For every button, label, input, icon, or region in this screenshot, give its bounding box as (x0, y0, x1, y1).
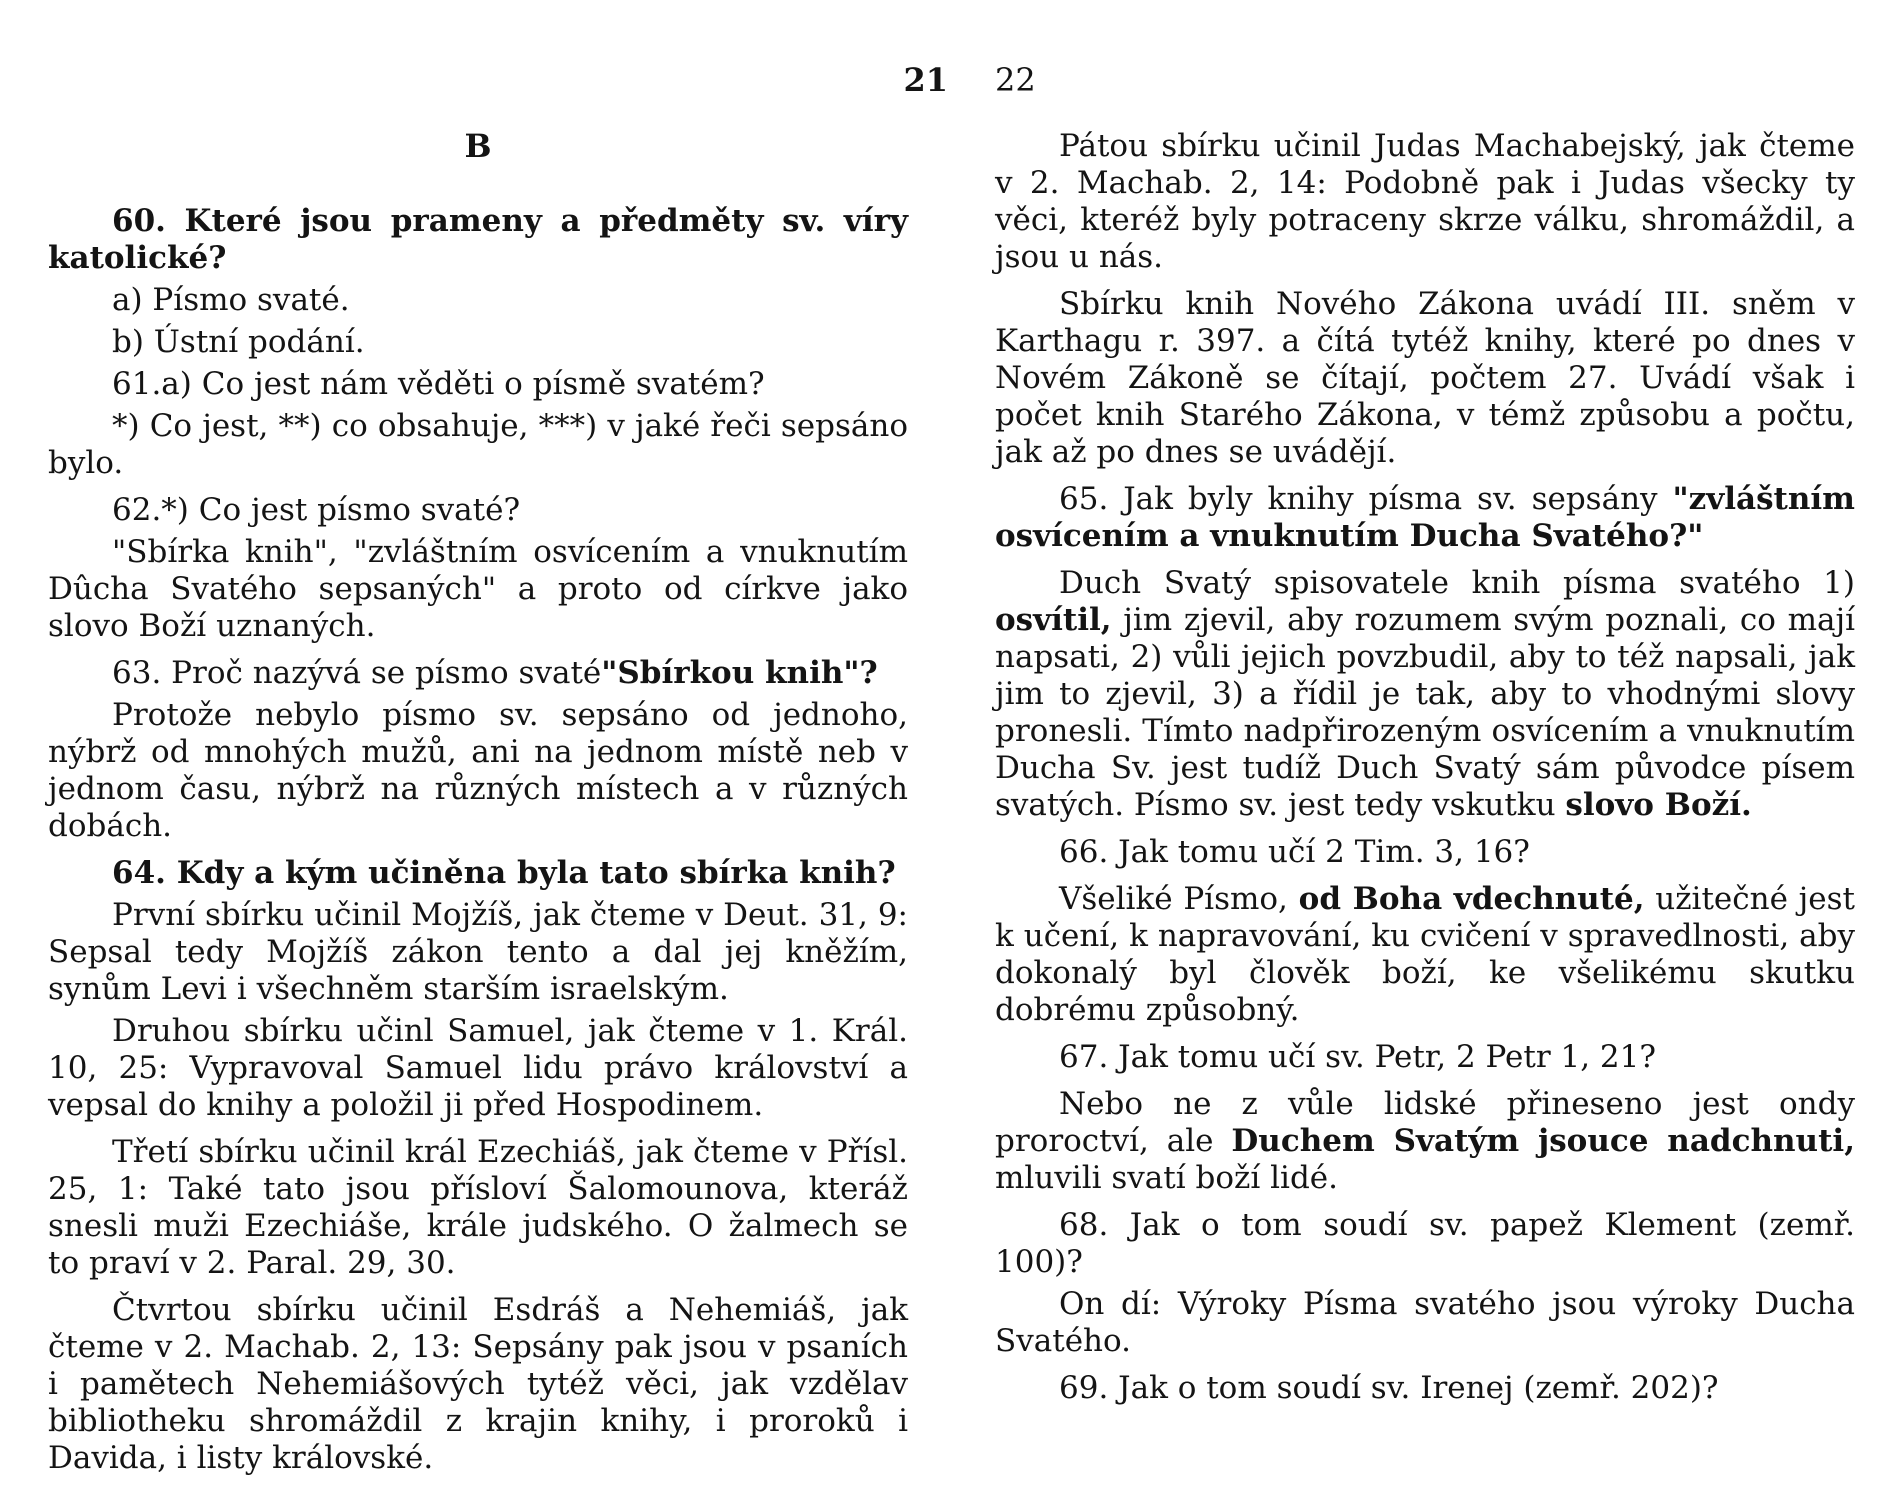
answer-64-first: První sbírku učinil Mojžíš, jak čteme v Deut. 31, 9: Sepsal tedy Mojžíš zákon tento a dal jej kněžím, synům Levi i všechněm starším israelským. (48, 897, 908, 1007)
list-item-b: b) Ústní podání. (112, 324, 365, 360)
answer-64-third: Třetí sbírku učinil král Ezechiáš, jak čteme v Přísl. 25, 1: Také tato jsou přísloví Šalomounova, kteráž snesli muži Ezechiáše, krále judského. O žalmech se to praví v 2. Paral. 29, 30. (48, 1134, 908, 1281)
answer-62: "Sbírka knih", "zvláštním osvícením a vnuknutím Dûcha Svatého sepsaných" a proto od církve jako slovo Boží uznaných. (48, 534, 908, 644)
question-66: 66. Jak tomu učí 2 Tim. 3, 16? (1059, 834, 1530, 870)
answer-64-fourth: Čtvrtou sbírku učinil Esdráš a Nehemiáš, jak čteme v 2. Machab. 2, 13: Sepsány pak jsou v psaních i pamětech Nehemiášových tytéž věci, jak vzdělav bibliotheku shromáždil z krajin knihy, i proroků i Davida, i listy královské. (48, 1292, 908, 1476)
list-item-a: a) Písmo svaté. (112, 282, 350, 318)
question-61-subparts: *) Co jest, **) co obsahuje, ***) v jaké řeči sepsáno bylo. (48, 408, 908, 481)
new-testament-collection: Sbírku knih Nového Zákona uvádí III. sněm v Karthagu r. 397. a čítá tytéž knihy, které po dnes v Novém Zákoně se čítají, počtem 27. Uvádí však i počet knih Starého Zákona, v témž způsobu a počtu, jak až po dnes se uvádějí. (995, 286, 1855, 470)
answer-67 (995, 1086, 1855, 1197)
question-63 (48, 655, 908, 692)
section-heading: B (464, 127, 492, 165)
question-61a: 61.a) Co jest nám věděti o písmě svatém? (112, 366, 765, 402)
answer-68: On dí: Výroky Písma svatého jsou výroky Ducha Svatého. (995, 1286, 1855, 1359)
answer-67-part1: Nebo ne z vůle lidské přineseno jest ondy proroctví, ale (995, 1086, 1855, 1159)
question-64-text: 64. Kdy a kým učiněna byla tato sbírka knih? (112, 855, 896, 891)
answer-66-bold: od Boha vdechnuté, (1298, 881, 1645, 917)
answer-63: Protože nebylo písmo sv. sepsáno od jednoho, nýbrž od mnohých mužů, ani na jednom místě neb v jednom času, nýbrž na různých místech a v různých dobách. (48, 697, 908, 844)
right-page-content (995, 128, 1855, 1412)
answer-64-fifth: Pátou sbírku učinil Judas Machabejský, jak čteme v 2. Machab. 2, 14: Podobně pak i Judas všecky ty věci, kteréž byly potraceny skrze válku, shromáždil, a jsou u nás. (995, 128, 1855, 275)
question-62: 62.*) Co jest písmo svaté? (112, 492, 521, 528)
question-63-text: 63. Proč nazývá se písmo svaté (112, 655, 602, 691)
answer-65 (995, 565, 1855, 824)
page-number-left: 21 (903, 61, 948, 99)
answer-66 (995, 881, 1855, 1029)
answer-65-bold2: slovo Boží. (1565, 787, 1752, 823)
answer-65-bold1: osvítil, (995, 602, 1112, 638)
question-67: 67. Jak tomu učí sv. Petr, 2 Petr 1, 21? (1059, 1039, 1656, 1075)
question-65-text: 65. Jak byly knihy písma sv. sepsány (1059, 481, 1673, 517)
question-65-bold: "zvláštním osvícením a vnuknutím Ducha Svatého?" (995, 481, 1855, 554)
question-60 (48, 203, 908, 277)
answer-65-part1: Duch Svatý spisovatele knih písma svatého 1) (1059, 565, 1855, 601)
answer-65-part2: jim zjevil, aby rozumem svým poznali, co mají napsati, 2) vůli jejich povzbudil, aby to též napsali, jak jim to zjevil, 3) a řídil je tak, aby to vhodnými slovy pronesli. Tímto nadpřirozeným osvícením a vnuknutím Ducha Sv. jest tudíž Duch Svatý sám původce písem svatých. Písmo sv. jest tedy vskutku (995, 602, 1855, 823)
answer-66-part2: užitečné jest k učení, k napravování, ku cvičení v spravedlnosti, aby dokonalý byl člověk boží, ke všelikému skutku dobrému způsobný. (995, 881, 1855, 1028)
question-69: 69. Jak o tom soudí sv. Irenej (zemř. 202)? (1059, 1370, 1719, 1406)
question-68: 68. Jak o tom soudí sv. papež Klement (zemř. 100)? (995, 1207, 1855, 1280)
answer-66-part1: Všeliké Písmo, (1059, 881, 1299, 917)
answer-67-bold: Duchem Svatým jsouce nadchnuti, (1231, 1123, 1855, 1159)
left-page (48, 0, 948, 1500)
right-page (995, 0, 1855, 1500)
question-64 (48, 855, 908, 892)
answer-67-part2: mluvili svatí boží lidé. (995, 1160, 1338, 1196)
page-number-right: 22 (995, 61, 1036, 99)
question-63-bold: "Sbírkou knih"? (601, 655, 878, 691)
answer-64-second: Druhou sbírku učinl Samuel, jak čteme v 1. Král. 10, 25: Vypravoval Samuel lidu právo království a vepsal do knihy a položil ji před Hospodinem. (48, 1013, 908, 1123)
left-page-content (48, 128, 908, 1482)
question-65 (995, 481, 1855, 555)
question-60-text: 60. Které jsou prameny a předměty sv. víry katolické? (48, 203, 908, 276)
